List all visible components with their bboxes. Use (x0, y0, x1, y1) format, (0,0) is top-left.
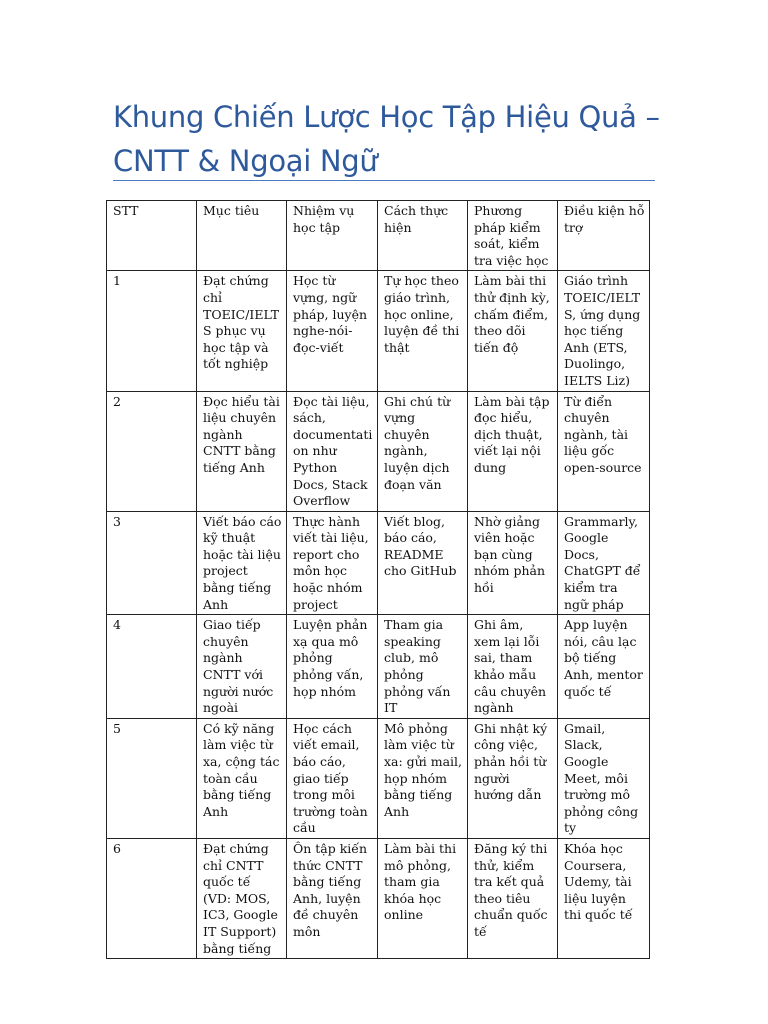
stt-cell: 4 (107, 615, 197, 719)
support-cell: App luyện nói, câu lạc bộ tiếng Anh, mentor quốc tế (558, 615, 650, 719)
support-cell: Giáo trình TOEIC/IELTS, ứng dụng học tiếng Anh (ETS, Duolingo, IELTS Liz) (558, 271, 650, 391)
tasks-cell: Luyện phản xạ qua mô phỏng phỏng vấn, họp nhóm (287, 615, 378, 719)
method-cell: Làm bài thi mô phỏng, tham gia khóa học online (378, 838, 468, 958)
table-body (107, 201, 650, 959)
header-cell-support: Điều kiện hỗ trợ (558, 201, 650, 271)
method-cell: Tham gia speaking club, mô phỏng phỏng vấn IT (378, 615, 468, 719)
table-row (107, 838, 650, 958)
control-cell: Nhờ giảng viên hoặc bạn cùng nhóm phản hồi (468, 511, 558, 615)
header-cell-method: Cách thực hiện (378, 201, 468, 271)
stt-cell: 5 (107, 718, 197, 838)
method-cell: Mô phỏng làm việc từ xa: gửi mail, họp nhóm bằng tiếng Anh (378, 718, 468, 838)
document-title: Khung Chiến Lược Học Tập Hiệu Quả – CNTT & Ngoại Ngữ (113, 100, 660, 178)
header-cell-control: Phương pháp kiểm soát, kiểm tra việc học (468, 201, 558, 271)
header-cell-tasks: Nhiệm vụ học tập (287, 201, 378, 271)
support-cell: Gmail, Slack, Google Meet, môi trường mô phỏng công ty (558, 718, 650, 838)
goal-cell: Giao tiếp chuyên ngành CNTT với người nước ngoài (197, 615, 287, 719)
table-row (107, 511, 650, 615)
control-cell: Đăng ký thi thử, kiểm tra kết quả theo tiêu chuẩn quốc tế (468, 838, 558, 958)
stt-cell: 2 (107, 391, 197, 511)
support-cell: Khóa học Coursera, Udemy, tài liệu luyện thi quốc tế (558, 838, 650, 958)
tasks-cell: Học cách viết email, báo cáo, giao tiếp trong môi trường toàn cầu (287, 718, 378, 838)
strategy-table (106, 200, 650, 959)
control-cell: Ghi nhật ký công việc, phản hồi từ người hướng dẫn (468, 718, 558, 838)
control-cell: Làm bài tập đọc hiểu, dịch thuật, viết lại nội dung (468, 391, 558, 511)
method-cell: Ghi chú từ vựng chuyên ngành, luyện dịch đoạn văn (378, 391, 468, 511)
tasks-cell: Học từ vựng, ngữ pháp, luyện nghe-nói-đọc-viết (287, 271, 378, 391)
table-header-row (107, 201, 650, 271)
table-row (107, 391, 650, 511)
method-cell: Tự học theo giáo trình, học online, luyện đề thi thật (378, 271, 468, 391)
tasks-cell: Ôn tập kiến thức CNTT bằng tiếng Anh, luyện đề chuyên môn (287, 838, 378, 958)
goal-cell: Đạt chứng chỉ TOEIC/IELTS phục vụ học tập và tốt nghiệp (197, 271, 287, 391)
table-row (107, 271, 650, 391)
method-cell: Viết blog, báo cáo, README cho GitHub (378, 511, 468, 615)
stt-cell: 3 (107, 511, 197, 615)
goal-cell: Viết báo cáo kỹ thuật hoặc tài liệu project bằng tiếng Anh (197, 511, 287, 615)
tasks-cell: Đọc tài liệu, sách, documentation như Python Docs, Stack Overflow (287, 391, 378, 511)
stt-cell: 1 (107, 271, 197, 391)
control-cell: Ghi âm, xem lại lỗi sai, tham khảo mẫu câu chuyên ngành (468, 615, 558, 719)
goal-cell: Có kỹ năng làm việc từ xa, cộng tác toàn cầu bằng tiếng Anh (197, 718, 287, 838)
table-row (107, 718, 650, 838)
tasks-cell: Thực hành viết tài liệu, report cho môn học hoặc nhóm project (287, 511, 378, 615)
header-cell-stt: STT (107, 201, 197, 271)
stt-cell: 6 (107, 838, 197, 958)
header-cell-goal: Mục tiêu (197, 201, 287, 271)
support-cell: Từ điển chuyên ngành, tài liệu gốc open-source (558, 391, 650, 511)
goal-cell: Đọc hiểu tài liệu chuyên ngành CNTT bằng tiếng Anh (197, 391, 287, 511)
table-row (107, 615, 650, 719)
title-underline (113, 180, 655, 181)
control-cell: Làm bài thi thử định kỳ, chấm điểm, theo dõi tiến độ (468, 271, 558, 391)
support-cell: Grammarly, Google Docs, ChatGPT để kiểm tra ngữ pháp (558, 511, 650, 615)
goal-cell: Đạt chứng chỉ CNTT quốc tế (VD: MOS, IC3, Google IT Support) bằng tiếng (197, 838, 287, 958)
